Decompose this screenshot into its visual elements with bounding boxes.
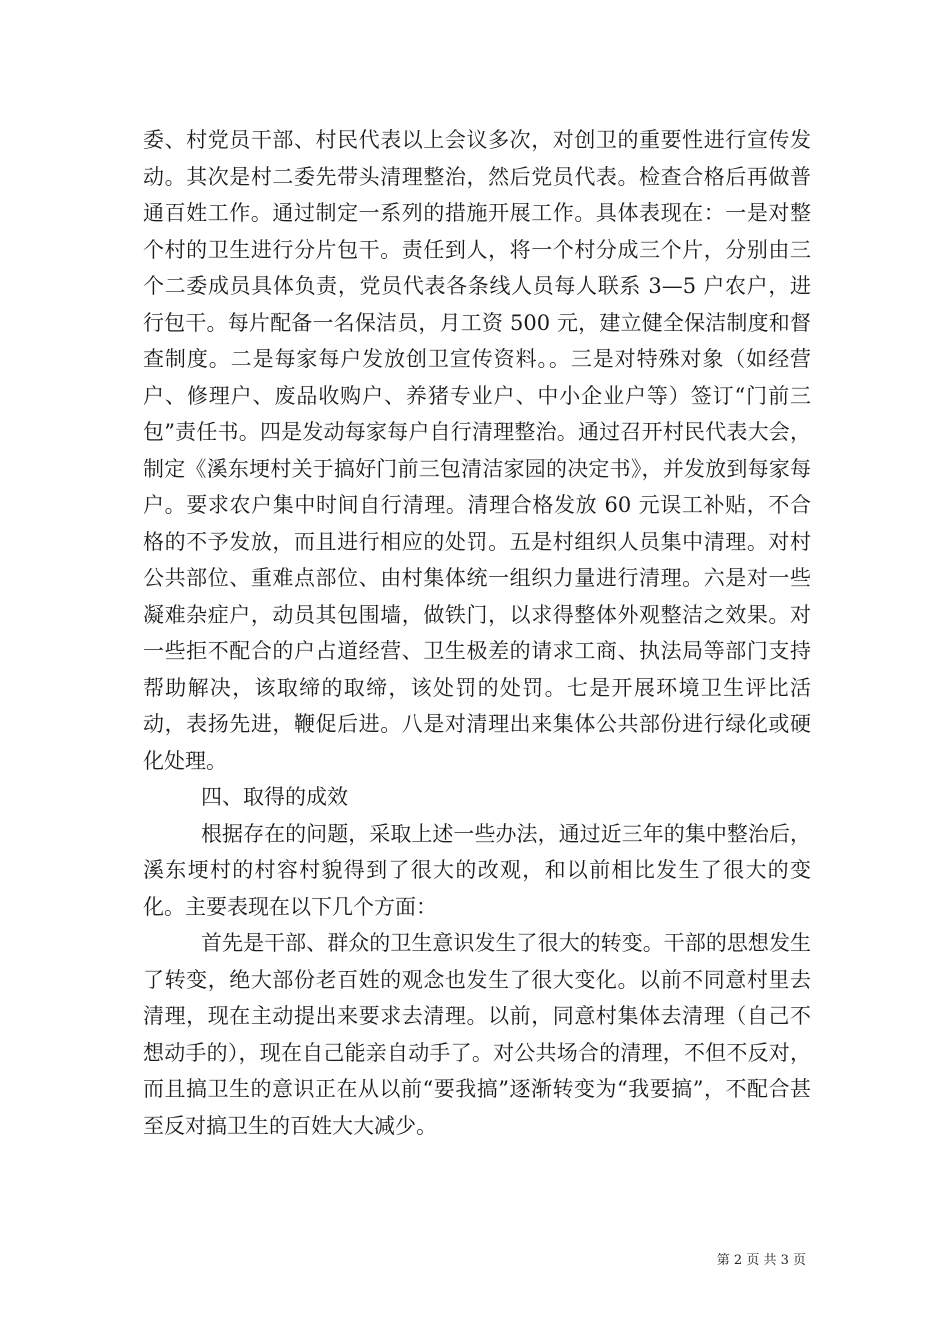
section-heading: 四、取得的成效	[201, 785, 348, 809]
document-body	[143, 122, 811, 1144]
body-paragraph: 首先是干部、群众的卫生意识发生了很大的转变。干部的思想发生了转变，绝大部份老百姓的观念也发生了很大变化。以前不同意村里去清理，现在主动提出来要求去清理。以前，同意村集体去清理（自己不想动手的），现在自己能亲自动手了。对公共场合的清理，不但不反对，而且搞卫生的意识正在从以前“要我搞”逐渐转变为“我要搞”，不配合甚至反对搞卫生的百姓大大减少。	[143, 931, 811, 1138]
page-number-footer: 第 2 页 共 3 页	[716, 1253, 806, 1268]
body-paragraph: 根据存在的问题，采取上述一些办法，通过近三年的集中整治后，溪东埂村的村容村貌得到了很大的改观，和以前相比发生了很大的变化。主要表现在以下几个方面：	[143, 821, 811, 919]
body-paragraph-continued: 委、村党员干部、村民代表以上会议多次，对创卫的重要性进行宣传发动。其次是村二委先带头清理整治，然后党员代表。检查合格后再做普通百姓工作。通过制定一系列的措施开展工作。具体表现在：一是对整个村的卫生进行分片包干。责任到人，将一个村分成三个片，分别由三个二委成员具体负责，党员代表各条线人员每人联系 3—5 户农户，进行包干。每片配备一名保洁员，月工资 500 元，建立健全保洁制度和督查制度。二是每家每户发放创卫宣传资料。。三是对特殊对象（如经营户、修理户、废品收购户、养猪专业户、中小企业户等）签订“门前三包”责任书。四是发动每家每户自行清理整治。通过召开村民代表大会，制定《溪东埂村关于搞好门前三包清洁家园的决定书》，并发放到每家每户。要求农户集中时间自行清理。清理合格发放 60 元误工补贴，不合格的不予发放，而且进行相应的处罚。五是村组织人员集中清理。对村公共部位、重难点部位、由村集体统一组织力量进行清理。六是对一些凝难杂症户，动员其包围墙，做铁门，以求得整体外观整洁之效果。对一些拒不配合的户占道经营、卫生极差的请求工商、执法局等部门支持帮助解决，该取缔的取缔，该处罚的处罚。七是开展环境卫生评比活动，表扬先进，鞭促后进。八是对清理出来集体公共部份进行绿化或硬化处理。	[143, 128, 811, 773]
